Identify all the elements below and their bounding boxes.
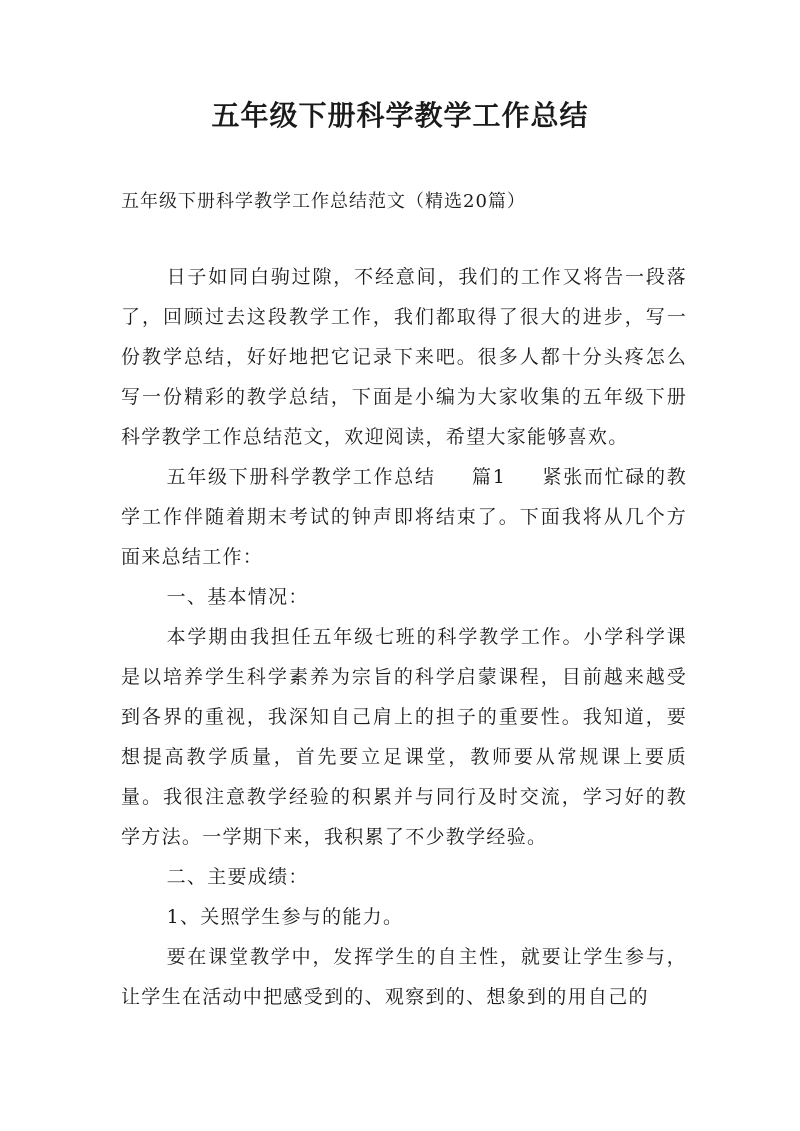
document-subtitle: 五年级下册科学教学工作总结范文（精选20篇） [121, 191, 526, 212]
document-body [121, 257, 687, 1017]
heading-basic-situation: 一、基本情况： [166, 586, 309, 608]
section-text: 紧张而忙碌的教学工作伴随着期末考试的钟声即将结束了。下面我将从几个方面来总结工作： [121, 466, 687, 568]
intro-paragraph: 日子如同白驹过隙，不经意间，我们的工作又将告一段落了，回顾过去这段教学工作，我们都取得了很大的进步，写一份教学总结，好好地把它记录下来吧。很多人都十分头疼怎么写一份精彩的教学总结，下面是小编为大家收集的五年级下册科学教学工作总结范文，欢迎阅读，希望大家能够喜欢。 [121, 266, 687, 448]
item-1-heading: 1、关照学生参与的能力。 [166, 906, 404, 928]
heading-main-results: 二、主要成绩： [166, 866, 309, 888]
basic-situation-paragraph: 本学期由我担任五年级七班的科学教学工作。小学科学课是以培养学生科学素养为宗旨的科学启蒙课程，目前越来越受到各界的重视，我深知自己肩上的担子的重要性。我知道，要想提高教学质量，首先要立足课堂，教师要从常规课上要质量。我很注意教学经验的积累并与同行及时交流，学习好的教学方法。一学期下来，我积累了不少教学经验。 [121, 626, 687, 848]
section-label: 五年级下册科学教学工作总结 [166, 466, 436, 488]
section-number: 篇1 [471, 466, 507, 488]
item-1-paragraph: 要在课堂教学中，发挥学生的自主性，就要让学生参与，让学生在活动中把感受到的、观察到的、想象到的用自己的 [121, 946, 687, 1008]
section-paragraph [121, 457, 687, 577]
document-title: 五年级下册科学教学工作总结 [211, 99, 589, 132]
